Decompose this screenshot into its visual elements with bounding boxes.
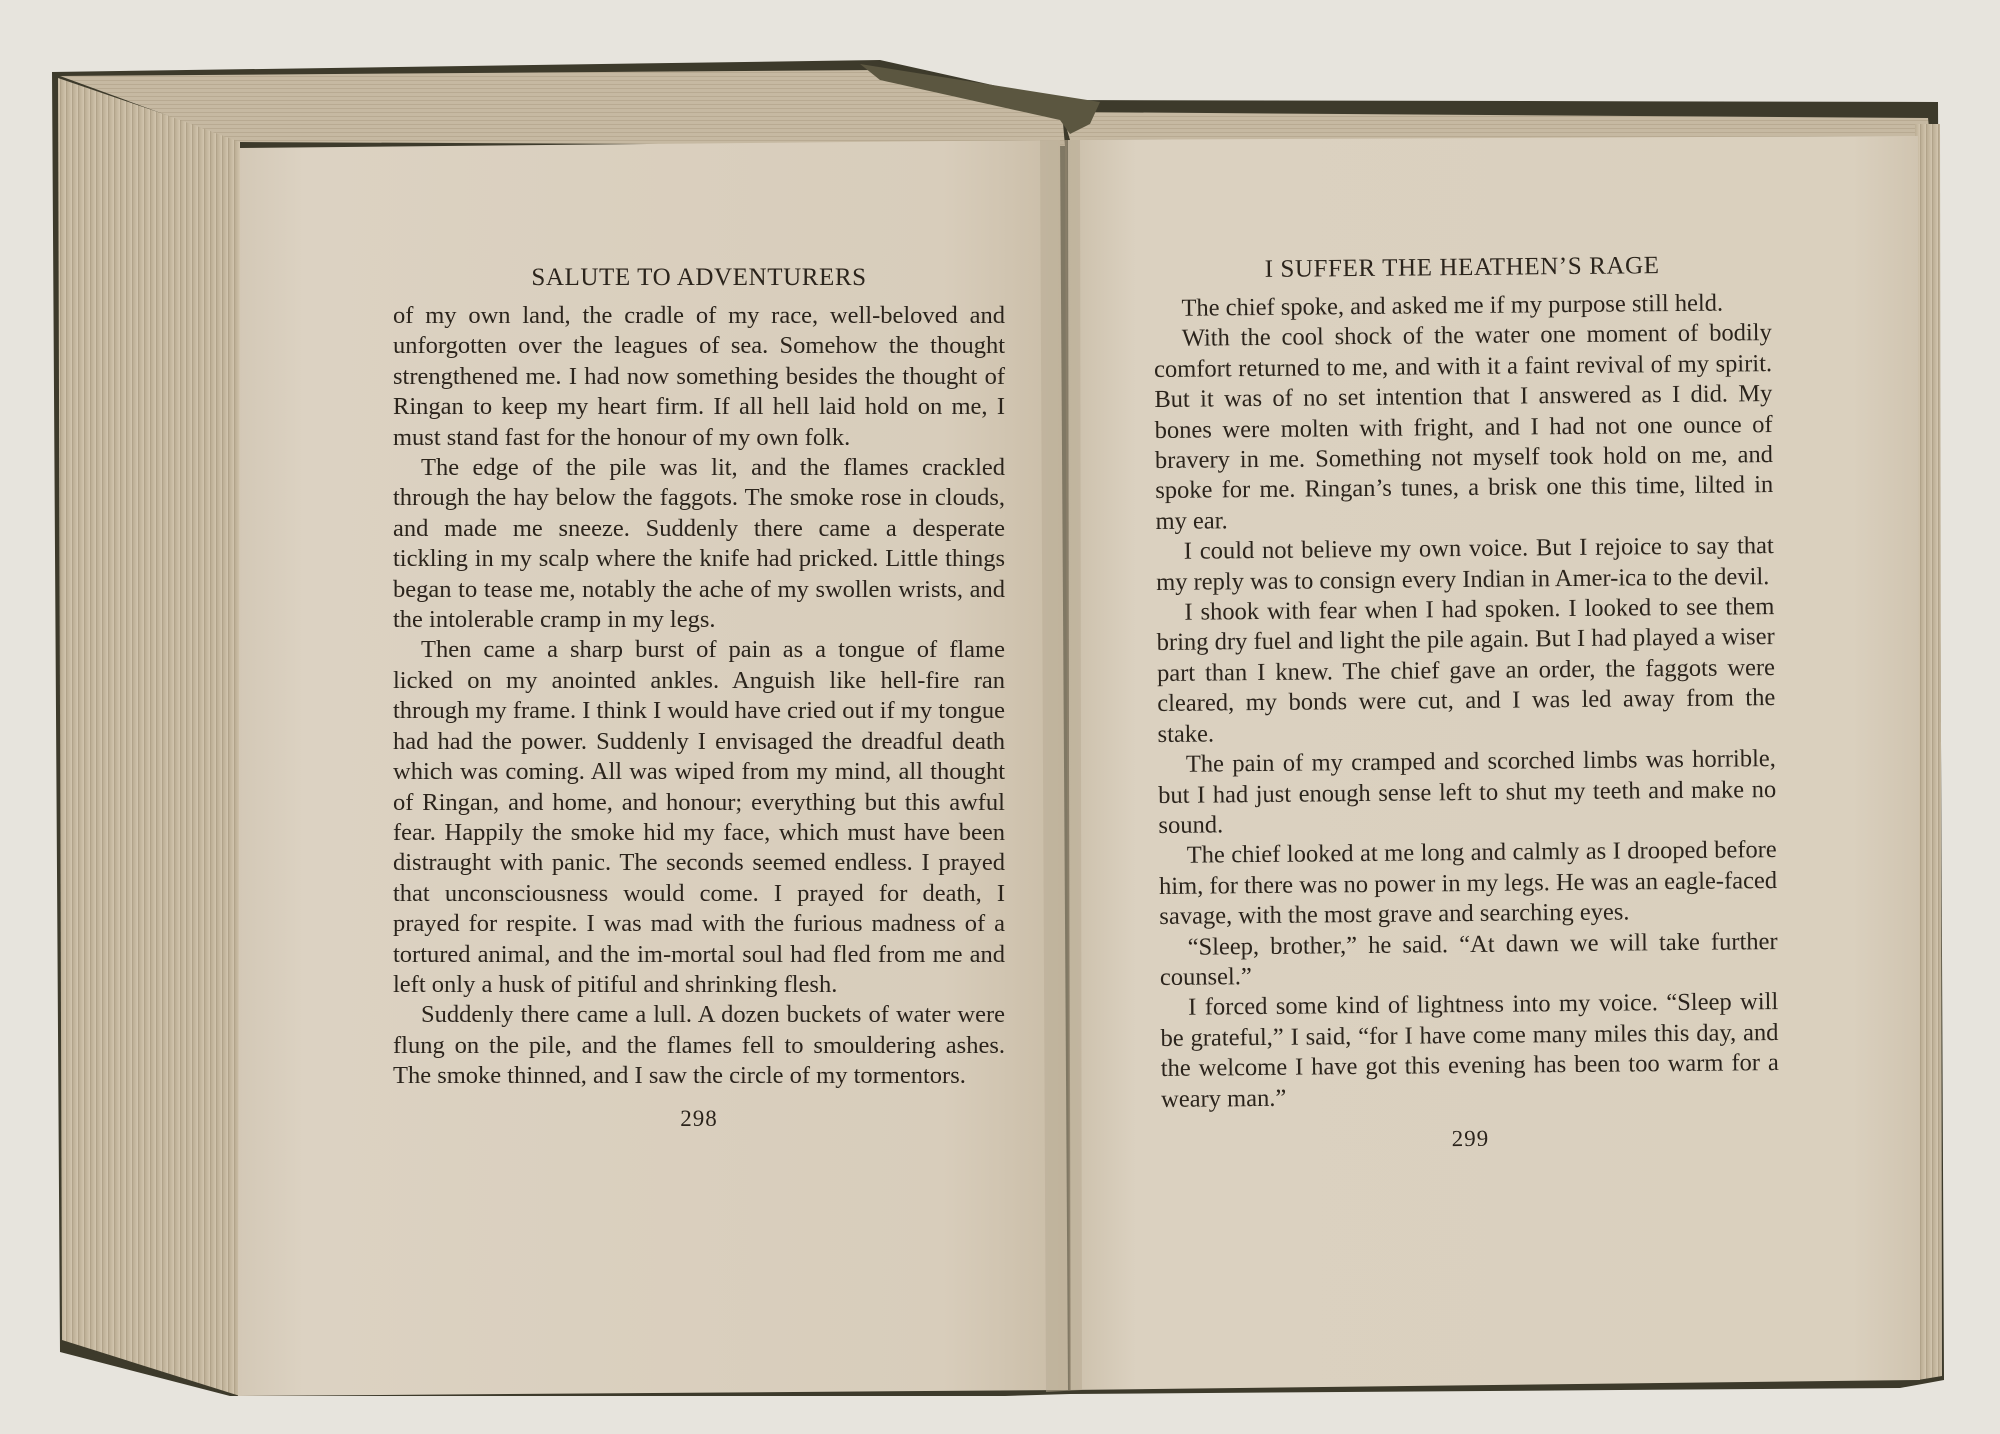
left-paragraph-2: The edge of the pile was lit, and the flames crackled through the hay below the faggots. The smoke rose in clouds, and made me sneeze. Suddenly there came a desperate tickling in my scalp where the knife had pricked. Little things began to tease me, notably the ache of my swollen wrists, and the intolerable cramp in my legs. (393, 454, 1005, 634)
left-running-head: SALUTE TO ADVENTURERS (531, 264, 867, 291)
right-page-text (1153, 250, 1780, 1157)
right-page-number: 299 (1451, 1125, 1490, 1152)
right-paragraph-1: The chief spoke, and asked me if my purpose still held. (1181, 289, 1724, 322)
left-paragraph-3: Then came a sharp burst of pain as a tongue of flame licked on my anointed ankles. Anguish like hell-fire ran through my frame. I think I would have cried out if my tongue had had the power. Suddenly I envisaged the dreadful death which was coming. All was wiped from my mind, all thought of Ringan, and home, and honour; everything but this awful fear. Happily the smoke hid my face, which must have been distraught with panic. The seconds seemed endless. I prayed that unconsciousness would come. I prayed for death, I prayed for respite. I was mad with the furious madness of a tortured animal, and the im-mortal soul had fled from me and left only a husk of pitiful and shrinking flesh. (393, 636, 1005, 998)
right-paragraph-5: The pain of my cramped and scorched limbs was horrible, but I had just enough sense left to shut my teeth and make no sound. (1158, 745, 1777, 839)
left-paragraph-1: of my own land, the cradle of my race, well-beloved and unforgotten over the leagues of sea. Somehow the thought strengthened me. I had now something besides the thought of Ringan to keep my heart firm. If all hell laid hold on me, I must stand fast for the honour of my own folk. (393, 302, 1005, 451)
left-page-text (393, 263, 1005, 1134)
left-page-number: 298 (680, 1105, 718, 1131)
right-running-head: I SUFFER THE HEATHEN’S RAGE (1264, 252, 1660, 283)
left-page-edges (58, 78, 240, 1396)
right-paragraph-8: I forced some kind of lightness into my voice. “Sleep will be grateful,” I said, “for I have come many miles this day, and the welcome I have got this evening has been too warm for a weary man.” (1160, 988, 1779, 1113)
right-paragraph-3: I could not believe my own voice. But I rejoice to say that my reply was to consign every Indian in Amer-ica to the devil. (1156, 532, 1774, 596)
left-paragraph-4: Suddenly there came a lull. A dozen buckets of water were flung on the pile, and the flames fell to smouldering ashes. The smoke thinned, and I saw the circle of my tormentors. (393, 1001, 1005, 1090)
right-paragraph-4: I shook with fear when I had spoken. I looked to see them bring dry fuel and light the pile again. But I had played a wiser part than I knew. The chief gave an order, the faggots were cleared, my bonds were cut, and I was led away from the stake. (1156, 593, 1776, 748)
right-paragraph-7: “Sleep, brother,” he said. “At dawn we will take further counsel.” (1159, 927, 1778, 991)
right-paragraph-6: The chief looked at me long and calmly as I drooped before him, for there was no power in my legs. He was an eagle-faced savage, with the most grave and searching eyes. (1158, 836, 1778, 931)
right-paragraph-2: With the cool shock of the water one moment of bodily comfort returned to me, and with it a faint revival of my spirit. But it was of no set intention that I answered as I did. My bones were molten with fright, and I had not one ounce of bravery in me. Something not myself took hold on me, and spoke for me. Ringan’s tunes, a brisk one this time, lilted in my ear. (1153, 319, 1774, 535)
gutter-shadow (1040, 140, 1082, 1392)
